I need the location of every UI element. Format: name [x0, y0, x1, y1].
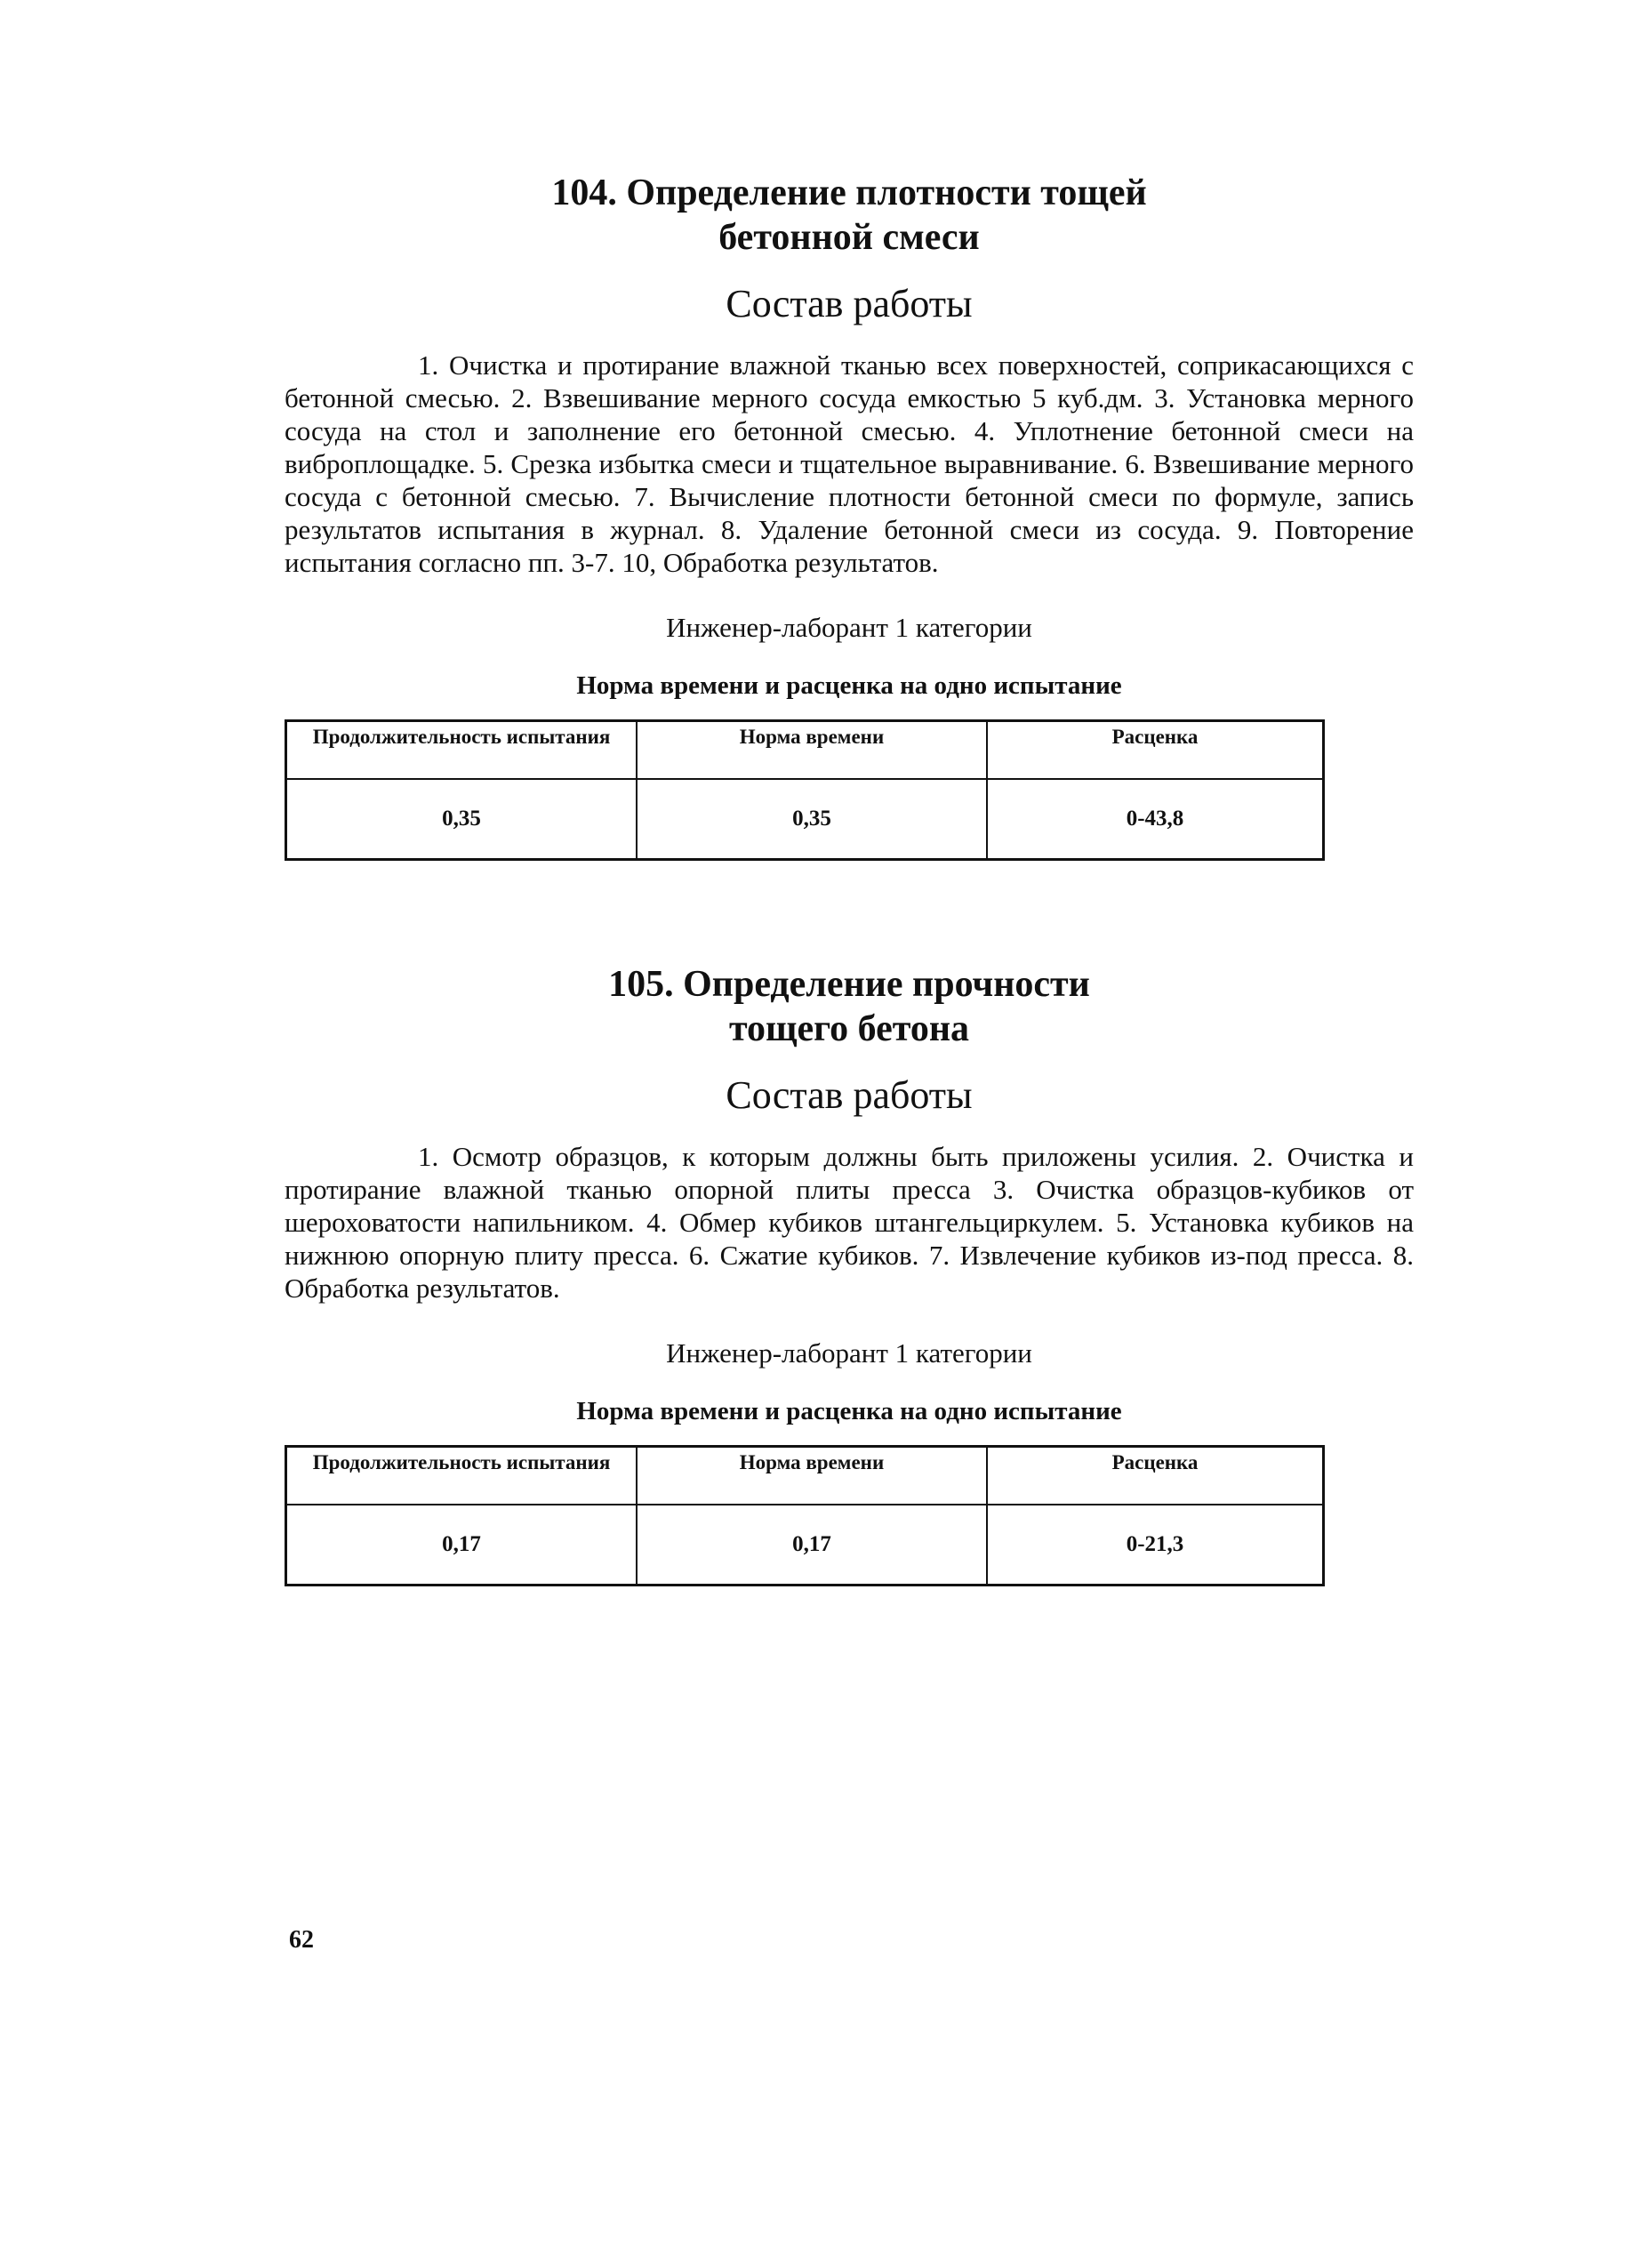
table-header-cell: Продолжительность испытания	[286, 1447, 638, 1505]
table-cell: 0-43,8	[1126, 807, 1184, 831]
section-subtitle: Состав работы	[726, 282, 973, 325]
table-cell: 0,35	[286, 779, 638, 860]
table-header-cell: Норма времени	[637, 721, 987, 780]
section-subtitle: Состав работы	[726, 1073, 973, 1117]
table-cell: 0,17	[286, 1505, 638, 1586]
norm-table	[285, 1445, 1325, 1586]
norm-table	[285, 719, 1325, 861]
section-title-line1: 104. Определение плотности тощей	[551, 173, 1147, 213]
table-cell: 0,35	[637, 779, 987, 860]
section-105	[285, 962, 1414, 1586]
table-header-cell: Норма времени	[637, 1447, 987, 1505]
section-role: Инженер-лаборант 1 категории	[666, 1337, 1032, 1369]
section-title-line2: тощего бетона	[728, 1008, 970, 1049]
table-header-row	[286, 1447, 1324, 1505]
section-body: 1. Осмотр образцов, к которым должны быть приложены усилия. 2. Очистка и протирание влажной тканью опорной плиты пресса 3. Очистка образцов-кубиков от шероховатости напильником. 4. Обмер кубиков штангельциркулем. 5. Установка кубиков на нижнюю опорную плиту пресса. 6. Сжатие кубиков. 7. Извлечение кубиков из-под пресса. 8. Обработка результатов.	[285, 1141, 1414, 1304]
table-header-cell: Продолжительность испытания	[286, 721, 638, 780]
table-header-cell: Расценка	[987, 721, 1324, 780]
table-cell: 0,17	[637, 1505, 987, 1586]
norm-caption: Норма времени и расценка на одно испытание	[576, 671, 1122, 700]
table-row	[286, 779, 1324, 860]
section-104	[285, 171, 1414, 861]
section-title-line2: бетонной смеси	[718, 217, 980, 258]
page-number: 62	[289, 1926, 314, 1954]
table-row	[286, 1505, 1324, 1586]
norm-caption: Норма времени и расценка на одно испытание	[576, 1397, 1122, 1425]
section-body: 1. Очистка и протирание влажной тканью всех поверхностей, соприкасающихся с бетонной смесью. 2. Взвешивание мерного сосуда емкостью 5 куб.дм. 3. Установка мерного сосуда на стол и заполнение его бетонной смесью. 4. Уплотнение бетонной смеси на виброплощадке. 5. Срезка избытка смеси и тщательное выравнивание. 6. Взвешивание мерного сосуда с бетонной смесью. 7. Вычисление плотности бетонной смеси по формуле, запись результатов испытания в журнал. 8. Удаление бетонной смеси из сосуда. 9. Повторение испытания согласно пп. 3-7. 10, Обработка результатов.	[285, 349, 1414, 578]
table-header-cell: Расценка	[987, 1447, 1324, 1505]
section-role: Инженер-лаборант 1 категории	[666, 612, 1032, 643]
section-title-line1: 105. Определение прочности	[608, 964, 1090, 1005]
table-header-row	[286, 721, 1324, 780]
table-cell: 0-21,3	[1126, 1532, 1184, 1556]
